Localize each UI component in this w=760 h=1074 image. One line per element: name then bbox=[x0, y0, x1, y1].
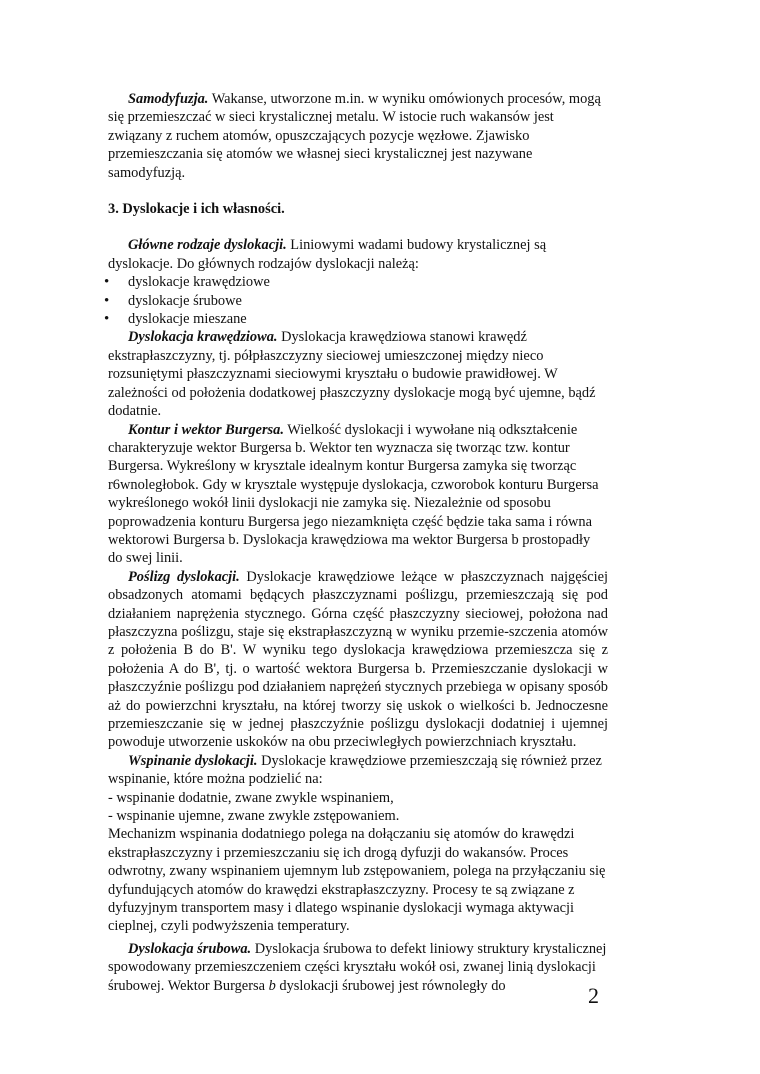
document-page bbox=[108, 90, 608, 995]
list-item: • dyslokacje mieszane bbox=[108, 310, 608, 328]
paragraph-text: Dyslokacje krawędziowe leżące w płaszczyznach najgęściej obsadzonych atomami będących płaszczyznami poślizgu, przemieszczają się pod działaniem naprężenia stycznego. Górna część płaszczyzny sieciowej, położona nad płaszczyzna poślizgu, staje się ekstrapłaszczyzną w wyniku przemie-szczenia atomów z położenia B do B'. W wyniku tego dyslokacja krawędziowa przemieszcza się z położenia A do B', tj. o wartość wektora Burgersa b. Przemieszczanie dyslokacji w płaszczyźnie poślizgu pod działaniem naprężeń stycznych przebiega w opisany sposób aż do powierzchni kryształu, na której tworzy się uskok o wielkości b. Jednoczesne przemieszczanie się w jednej płaszczyźnie poślizgu dyslokacji dodatniej i ujemnej powoduje utworzenie uskoków na obu przeciwległych powierzchniach kryształu. bbox=[108, 568, 608, 751]
paragraph-poslizg bbox=[108, 568, 608, 752]
list-item: • dyslokacje krawędziowe bbox=[108, 273, 608, 291]
italic-symbol: b bbox=[268, 977, 276, 994]
run-in-heading: Kontur i wektor Burgersa. bbox=[128, 421, 284, 438]
paragraph-mechanizm: Mechanizm wspinania dodatniego polega na dołączaniu się atomów do krawędzi ekstrapłaszczyzny i przemieszczaniu się ich drogą dyfuzji do wakansów. Proces odwrotny, zwany wspinaniem ujemnym lub zstępowaniem, polega na przyłączaniu się dyfundujących atomów do krawędzi ekstrapłaszczyzny. Procesy te są związane z dyfuzyjnym transportem masy i dlatego wspinanie dyslokacji wymaga aktywacji cieplnej, czyli podwyższenia temperatury. bbox=[108, 826, 606, 935]
paragraph-glowne-rodzaje bbox=[108, 236, 608, 273]
section-heading: 3. Dyslokacje i ich własności. bbox=[108, 201, 285, 218]
paragraph-kontur-burgersa bbox=[108, 421, 608, 568]
paragraph-wspinanie bbox=[108, 752, 608, 789]
run-in-heading: Wspinanie dyslokacji. bbox=[128, 752, 258, 769]
paragraph-dyslokacja-srubowa bbox=[108, 940, 608, 995]
dash-item: - wspinanie dodatnie, zwane zwykle wspinaniem, bbox=[108, 789, 394, 806]
paragraph-text: Wielkość dyslokacji i wywołane nią odkształcenie charakteryzuje wektor Burgersa b. Wektor ten wyznacza się tworząc tzw. kontur Burgersa. Wykreślony w krysztale idealnym kontur Burgersa zamyka się tworząc r6wnoległobok. Gdy w krysztale występuje dyslokacja, czworobok konturu Burgersa wykreślonego wokół linii dyslokacji nie zamyka się. Niezależnie od sposobu poprowadzenia konturu Burgersa jego niezamknięta część będzie taka sama i równa wektorowi Burgersa b. Dyslokacja krawędziowa ma wektor Burgersa b prostopadły do swej linii. bbox=[108, 421, 599, 567]
run-in-heading: Poślizg dyslokacji. bbox=[128, 568, 240, 585]
bullet-list bbox=[108, 273, 608, 328]
run-in-heading: Samodyfuzja. bbox=[128, 91, 209, 107]
paragraph-samodyfuzja bbox=[108, 90, 608, 182]
paragraph-text: Dyslokacje krawędziowe przemieszczają się również przez wspinanie, które można podzielić na: bbox=[108, 752, 602, 788]
run-in-heading: Główne rodzaje dyslokacji. bbox=[128, 237, 287, 254]
paragraph-text: Liniowymi wadami budowy krystalicznej są dyslokacje. Do głównych rodzajów dyslokacji należą: bbox=[108, 237, 547, 272]
list-item: • dyslokacje śrubowe bbox=[108, 292, 608, 310]
run-in-heading: Dyslokacja śrubowa. bbox=[128, 940, 252, 957]
page-number: 2 bbox=[588, 983, 599, 1008]
paragraph-text: dyslokacji śrubowej jest równoległy do bbox=[275, 977, 506, 994]
paragraph-dyslokacja-krawedziowa bbox=[108, 328, 608, 420]
paragraph-text: Wakanse, utworzone m.in. w wyniku omówionych procesów, mogą się przemieszczać w sieci krystalicznej metalu. W istocie ruch wakansów jest związany z ruchem atomów, opuszczających pozycje węzłowe. Zjawisko przemieszczania się atomów we własnej sieci krystalicznej jest nazywane samodyfuzją. bbox=[108, 91, 601, 181]
paragraph-text: Dyslokacja krawędziowa stanowi krawędź ekstrapłaszczyzny, tj. półpłaszczyzny sieciowej umieszczonej między nieco rozsuniętymi płaszczyznami sieciowymi kryształu o budowie prawidłowej. W zależności od położenia dodatkowej płaszczyzny dyslokacje mogą być ujemne, bądź dodatnie. bbox=[108, 329, 596, 420]
dash-item: - wspinanie ujemne, zwane zwykle zstępowaniem. bbox=[108, 808, 400, 825]
paragraph-text: Dyslokacja śrubowa to defekt liniowy struktury krystalicznej spowodowany przemieszczeniem części kryształu wokół osi, zwanej linią dyslokacji śrubowej. Wektor Burgersa bbox=[108, 940, 607, 994]
run-in-heading: Dyslokacja krawędziowa. bbox=[128, 329, 278, 346]
